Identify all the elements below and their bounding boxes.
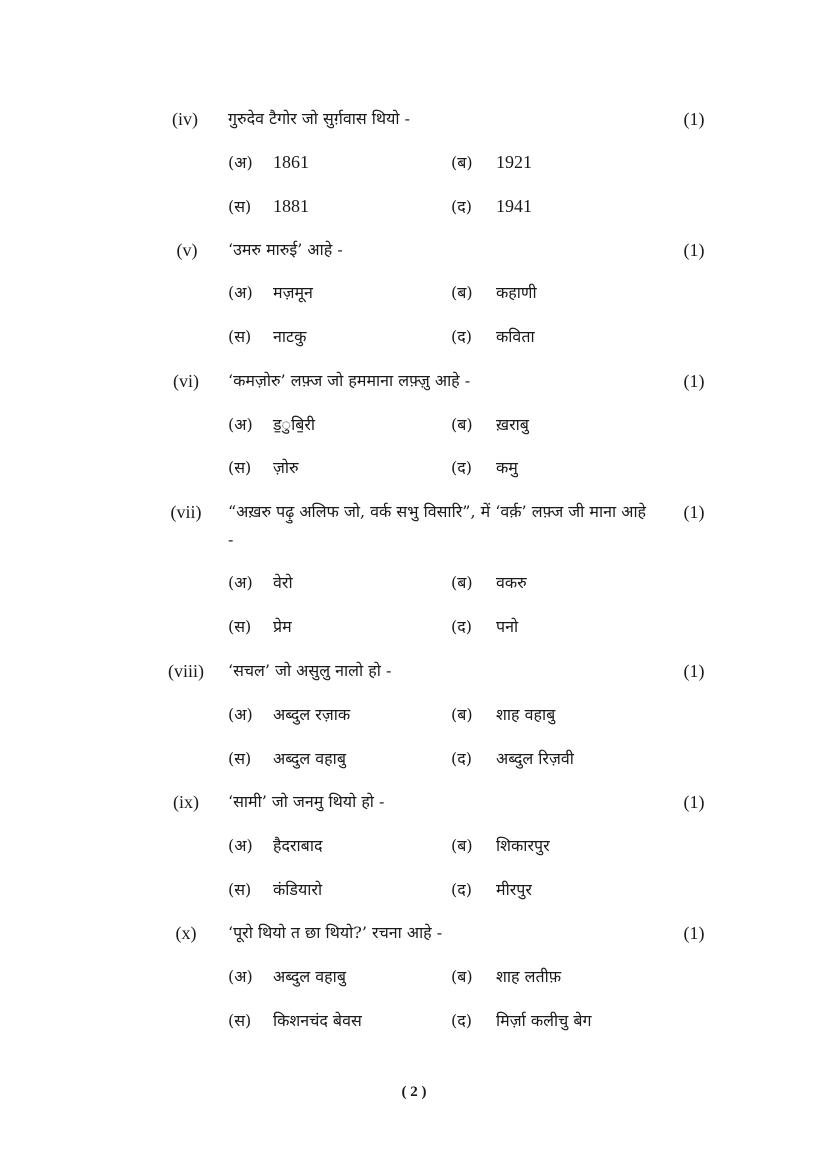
option-label: (ब) — [451, 573, 473, 592]
option-b — [451, 148, 532, 177]
option-c — [228, 745, 346, 773]
question-marks: (1) — [683, 923, 705, 943]
option-label: (अ) — [228, 415, 253, 434]
question-marks: (1) — [683, 109, 705, 129]
option-label: (अ) — [228, 705, 253, 724]
option-label: (द) — [451, 880, 472, 899]
option-c — [228, 1007, 362, 1035]
option-b — [451, 701, 555, 729]
question-number: (vi) — [173, 371, 199, 391]
option-value: कविता — [496, 327, 535, 346]
option-label: (द) — [451, 749, 472, 768]
option-a — [228, 832, 322, 860]
option-value: 1881 — [273, 196, 309, 216]
option-value: शिकारपुर — [496, 836, 550, 855]
page-number: ( 2 ) — [401, 1084, 427, 1100]
option-label: (स) — [228, 749, 252, 768]
option-d — [451, 613, 518, 641]
option-label: (ब) — [451, 967, 473, 986]
question-marks: (1) — [683, 792, 705, 812]
option-a — [228, 148, 309, 177]
question-text: “अख़रु पढ़ु अलिफ जो, वर्क सभु विसारि”, में ‘वर्क़’ लफ़्ज जी माना आहे - — [228, 502, 647, 549]
option-label: (अ) — [228, 836, 253, 855]
option-value: वकरु — [496, 573, 527, 592]
option-value: हैदराबाद — [273, 836, 323, 855]
option-value: मीरपुर — [496, 880, 532, 899]
option-label: (अ) — [228, 283, 253, 302]
option-d — [451, 876, 532, 904]
option-label: (स) — [228, 617, 252, 636]
question-text: ‘कमज़ोरु’ लफ़्ज जो हममाना लफ़्ज़ु आहे - — [228, 371, 471, 390]
option-label: (स) — [228, 880, 252, 899]
question-marks: (1) — [683, 240, 705, 260]
option-label: (ब) — [451, 283, 473, 302]
option-label: (ब) — [451, 836, 473, 855]
option-value: किशनचंद बेवस — [273, 1011, 362, 1030]
option-value: नाटकु — [273, 327, 307, 346]
option-value: 1861 — [273, 152, 309, 172]
question-number: (viii) — [168, 661, 204, 681]
question-number: (vii) — [170, 502, 202, 522]
option-label: (द) — [451, 617, 472, 636]
option-value: 1921 — [496, 152, 532, 172]
option-c — [228, 613, 292, 641]
option-label: (स) — [228, 197, 252, 216]
question-marks: (1) — [683, 371, 705, 391]
option-value: अब्दुल वहाबु — [273, 749, 346, 768]
option-value: शाह वहाबु — [496, 705, 556, 724]
option-label: (स) — [228, 458, 252, 477]
option-label: (द) — [451, 197, 472, 216]
option-value: अब्दुल रज़ाक — [273, 705, 351, 724]
option-label: (अ) — [228, 967, 253, 986]
question-text: ‘सचल’ जो असुलु नालो हो - — [228, 661, 392, 680]
option-d — [451, 1007, 591, 1035]
option-value: ख़राबु — [496, 415, 529, 434]
option-label: (द) — [451, 458, 472, 477]
option-a — [228, 701, 350, 729]
question-number: (v) — [176, 240, 198, 260]
option-value: ड॒ुबि॒री — [273, 415, 316, 434]
option-c — [228, 454, 299, 482]
option-value: कहाणी — [496, 283, 537, 302]
option-b — [451, 963, 561, 991]
option-d — [451, 745, 574, 773]
option-value: ज़ोरु — [273, 458, 299, 477]
option-label: (ब) — [451, 705, 473, 724]
option-label: (ब) — [451, 415, 473, 434]
option-value: पनो — [496, 617, 519, 636]
option-label: (स) — [228, 1011, 252, 1030]
option-value: कंडियारो — [273, 880, 323, 899]
question-text: ‘उमरु मारुई’ आहे - — [228, 240, 343, 259]
question-text: गुरुदेव टैगोर जो सुर्ग़वास थियो - — [228, 109, 411, 128]
question-number: (iv) — [172, 109, 198, 129]
option-value: शाह लतीफ़ — [496, 967, 562, 986]
question-number: (x) — [175, 923, 197, 943]
option-label: (स) — [228, 327, 252, 346]
option-c — [228, 876, 322, 904]
question-marks: (1) — [683, 502, 705, 522]
option-value: मज़मून — [273, 283, 313, 302]
option-c — [228, 323, 306, 351]
option-value: प्रेम — [273, 617, 292, 636]
option-a — [228, 279, 313, 307]
option-b — [451, 832, 550, 860]
question-text: ‘पूरो थियो त छा थियो?’ रचना आहे - — [228, 923, 443, 942]
option-value: अब्दुल रिज़वी — [496, 749, 574, 768]
option-value: वेरो — [273, 573, 293, 592]
option-value: कमु — [496, 458, 518, 477]
option-a — [228, 569, 293, 597]
option-b — [451, 279, 537, 307]
option-d — [451, 323, 535, 351]
option-value: 1941 — [496, 196, 532, 216]
option-label: (अ) — [228, 573, 253, 592]
question-marks: (1) — [683, 661, 705, 681]
option-b — [451, 411, 529, 439]
option-a — [228, 411, 315, 439]
question-number: (ix) — [173, 792, 199, 812]
option-label: (द) — [451, 1011, 472, 1030]
question-text: ‘सामी’ जो जनमु थियो हो - — [228, 792, 385, 811]
option-label: (ब) — [451, 153, 473, 172]
option-value: मिर्ज़ा कलीचु बेग — [496, 1011, 592, 1030]
option-d — [451, 192, 532, 221]
option-d — [451, 454, 518, 482]
option-b — [451, 569, 527, 597]
option-a — [228, 963, 346, 991]
option-label: (द) — [451, 327, 472, 346]
option-label: (अ) — [228, 153, 253, 172]
option-value: अब्दुल वहाबु — [273, 967, 346, 986]
option-c — [228, 192, 309, 221]
